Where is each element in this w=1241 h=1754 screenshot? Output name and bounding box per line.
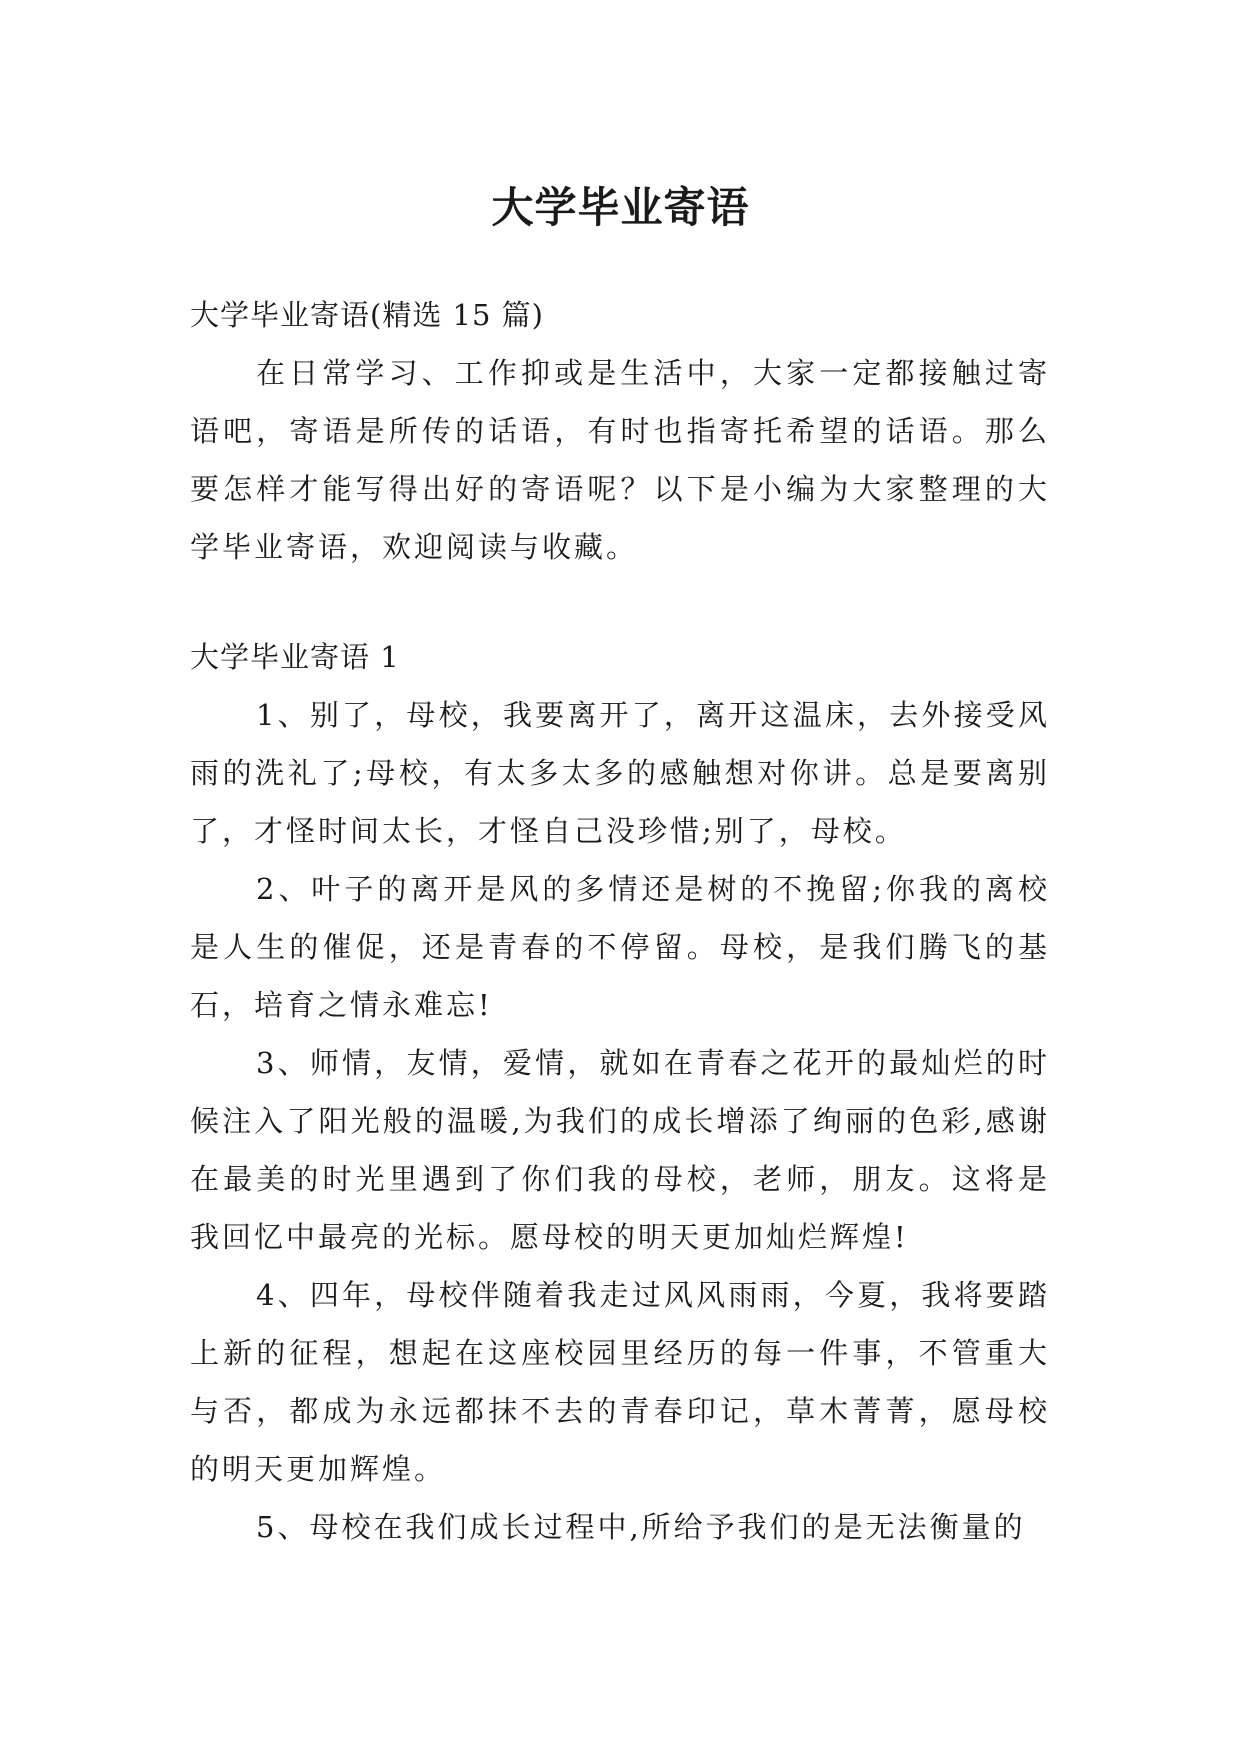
document-title: 大学毕业寄语 — [491, 183, 750, 233]
document-subtitle: 大学毕业寄语(精选 15 篇) — [190, 298, 544, 332]
intro-paragraph: 在日常学习、工作抑或是生活中，大家一定都接触过寄语吧，寄语是所传的话语，有时也指寄托希望的话语。那么要怎样才能写得出好的寄语呢？以下是小编为大家整理的大学毕业寄语，欢迎阅读与收藏。 — [190, 356, 1050, 564]
section-spacer — [190, 576, 1050, 628]
list-item: 3、师情，友情，爱情，就如在青春之花开的最灿烂的时候注入了阳光般的温暖,为我们的成长增添了绚丽的色彩,感谢在最美的时光里遇到了你们我的母校，老师，朋友。这将是我回忆中最亮的光标。愿母校的明天更加灿烂辉煌! — [190, 1046, 1050, 1254]
section-heading: 大学毕业寄语 1 — [190, 640, 400, 674]
list-item: 4、四年，母校伴随着我走过风风雨雨，今夏，我将要踏上新的征程，想起在这座校园里经历的每一件事，不管重大与否，都成为永远都抹不去的青春印记，草木菁菁，愿母校的明天更加辉煌。 — [190, 1278, 1050, 1486]
list-item: 1、别了，母校，我要离开了，离开这温床，去外接受风雨的洗礼了;母校，有太多太多的感触想对你讲。总是要离别了，才怪时间太长，才怪自己没珍惜;别了，母校。 — [190, 698, 1050, 848]
list-item: 2、叶子的离开是风的多情还是树的不挽留;你我的离校是人生的催促，还是青春的不停留。母校，是我们腾飞的基石，培育之情永难忘! — [190, 872, 1050, 1022]
document-body — [190, 286, 1050, 1556]
list-item: 5、母校在我们成长过程中,所给予我们的是无法衡量的 — [256, 1510, 1026, 1544]
